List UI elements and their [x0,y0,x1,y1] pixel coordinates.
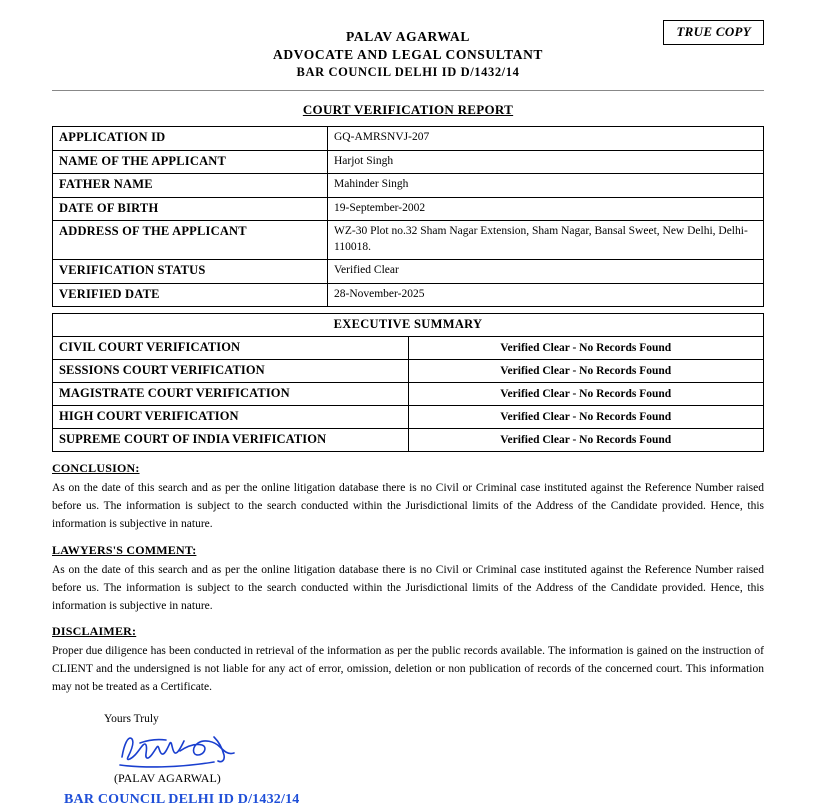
field-label: DATE OF BIRTH [53,197,328,221]
signatory-name: (PALAV AGARWAL) [114,770,221,785]
conclusion-section [52,461,764,533]
table-row [53,260,764,284]
summary-status: Verified Clear - No Records Found [408,337,764,360]
table-row [53,221,764,260]
disclaimer-section [52,624,764,696]
summary-label: SESSIONS COURT VERIFICATION [53,360,409,383]
field-value: WZ-30 Plot no.32 Sham Nagar Extension, Sham Nagar, Bansal Sweet, New Delhi, Delhi-110018. [328,221,764,260]
advocate-name: PALAV AGARWAL [346,29,470,44]
table-row [53,406,764,429]
table-row [53,360,764,383]
table-row [53,383,764,406]
conclusion-title: CONCLUSION: [52,461,140,476]
summary-label: SUPREME COURT OF INDIA VERIFICATION [53,429,409,452]
lawyers-comment-title: LAWYERS'S COMMENT: [52,542,197,557]
field-label: VERIFIED DATE [53,283,328,307]
advocate-bar-id: BAR COUNCIL DELHI ID D/1432/14 [296,65,520,80]
summary-status: Verified Clear - No Records Found [408,429,764,452]
summary-status: Verified Clear - No Records Found [408,360,764,383]
field-value: Mahinder Singh [328,174,764,198]
table-row [53,429,764,452]
executive-summary-table [52,313,764,452]
true-copy-stamp: TRUE COPY [663,20,764,45]
table-header-row [53,314,764,337]
field-label: NAME OF THE APPLICANT [53,150,328,174]
field-value: Verified Clear [328,260,764,284]
table-row [53,127,764,151]
summary-status: Verified Clear - No Records Found [408,383,764,406]
letterhead [52,28,764,81]
summary-label: MAGISTRATE COURT VERIFICATION [53,383,409,406]
signature-block [52,713,764,808]
disclaimer-title: DISCLAIMER: [52,624,137,639]
lawyers-comment-text: As on the date of this search and as per the online litigation database there is no Civil or Criminal case instituted against the Reference Number raised before us. The information is subject to the search conducted within the Jurisdictional limits of the Address of the Candidate provided. Hence, this information is subjective in nature. [52,563,764,612]
handwritten-signature-icon [118,727,248,769]
field-label: ADDRESS OF THE APPLICANT [53,221,328,260]
table-row [53,197,764,221]
page-title: COURT VERIFICATION REPORT [302,102,514,118]
field-value: GQ-AMRSNVJ-207 [328,127,764,151]
field-value: Harjot Singh [328,150,764,174]
field-value: 28-November-2025 [328,283,764,307]
table-row [53,174,764,198]
signatory-bar-id: BAR COUNCIL DELHI ID D/1432/14 [64,791,300,807]
summary-status: Verified Clear - No Records Found [408,406,764,429]
table-row [53,283,764,307]
summary-label: HIGH COURT VERIFICATION [53,406,409,429]
executive-summary-heading: EXECUTIVE SUMMARY [53,314,764,337]
lawyers-comment-section [52,543,764,615]
table-row [53,337,764,360]
field-value: 19-September-2002 [328,197,764,221]
field-label: FATHER NAME [53,174,328,198]
header-divider [52,90,764,91]
advocate-designation: ADVOCATE AND LEGAL CONSULTANT [272,47,544,63]
disclaimer-text: Proper due diligence has been conducted in retrieval of the information as per the public records available. The information is gained on the instruction of CLIENT and the undersigned is not liable for any act of error, omission, deletion or non publication of records of the concerned court. This information may not be treated as a Certificate. [52,645,764,693]
field-label: VERIFICATION STATUS [53,260,328,284]
conclusion-text: As on the date of this search and as per the online litigation database there is no Civil or Criminal case instituted against the Reference Number raised before us. The information is subject to the search conducted within the Jurisdictional limits of the Address of the Candidate provided. Hence, this information is subjective in nature. [52,482,764,531]
yours-truly-label: Yours Truly [104,712,159,725]
summary-label: CIVIL COURT VERIFICATION [53,337,409,360]
applicant-info-table [52,126,764,307]
field-label: APPLICATION ID [53,127,328,151]
table-row [53,150,764,174]
